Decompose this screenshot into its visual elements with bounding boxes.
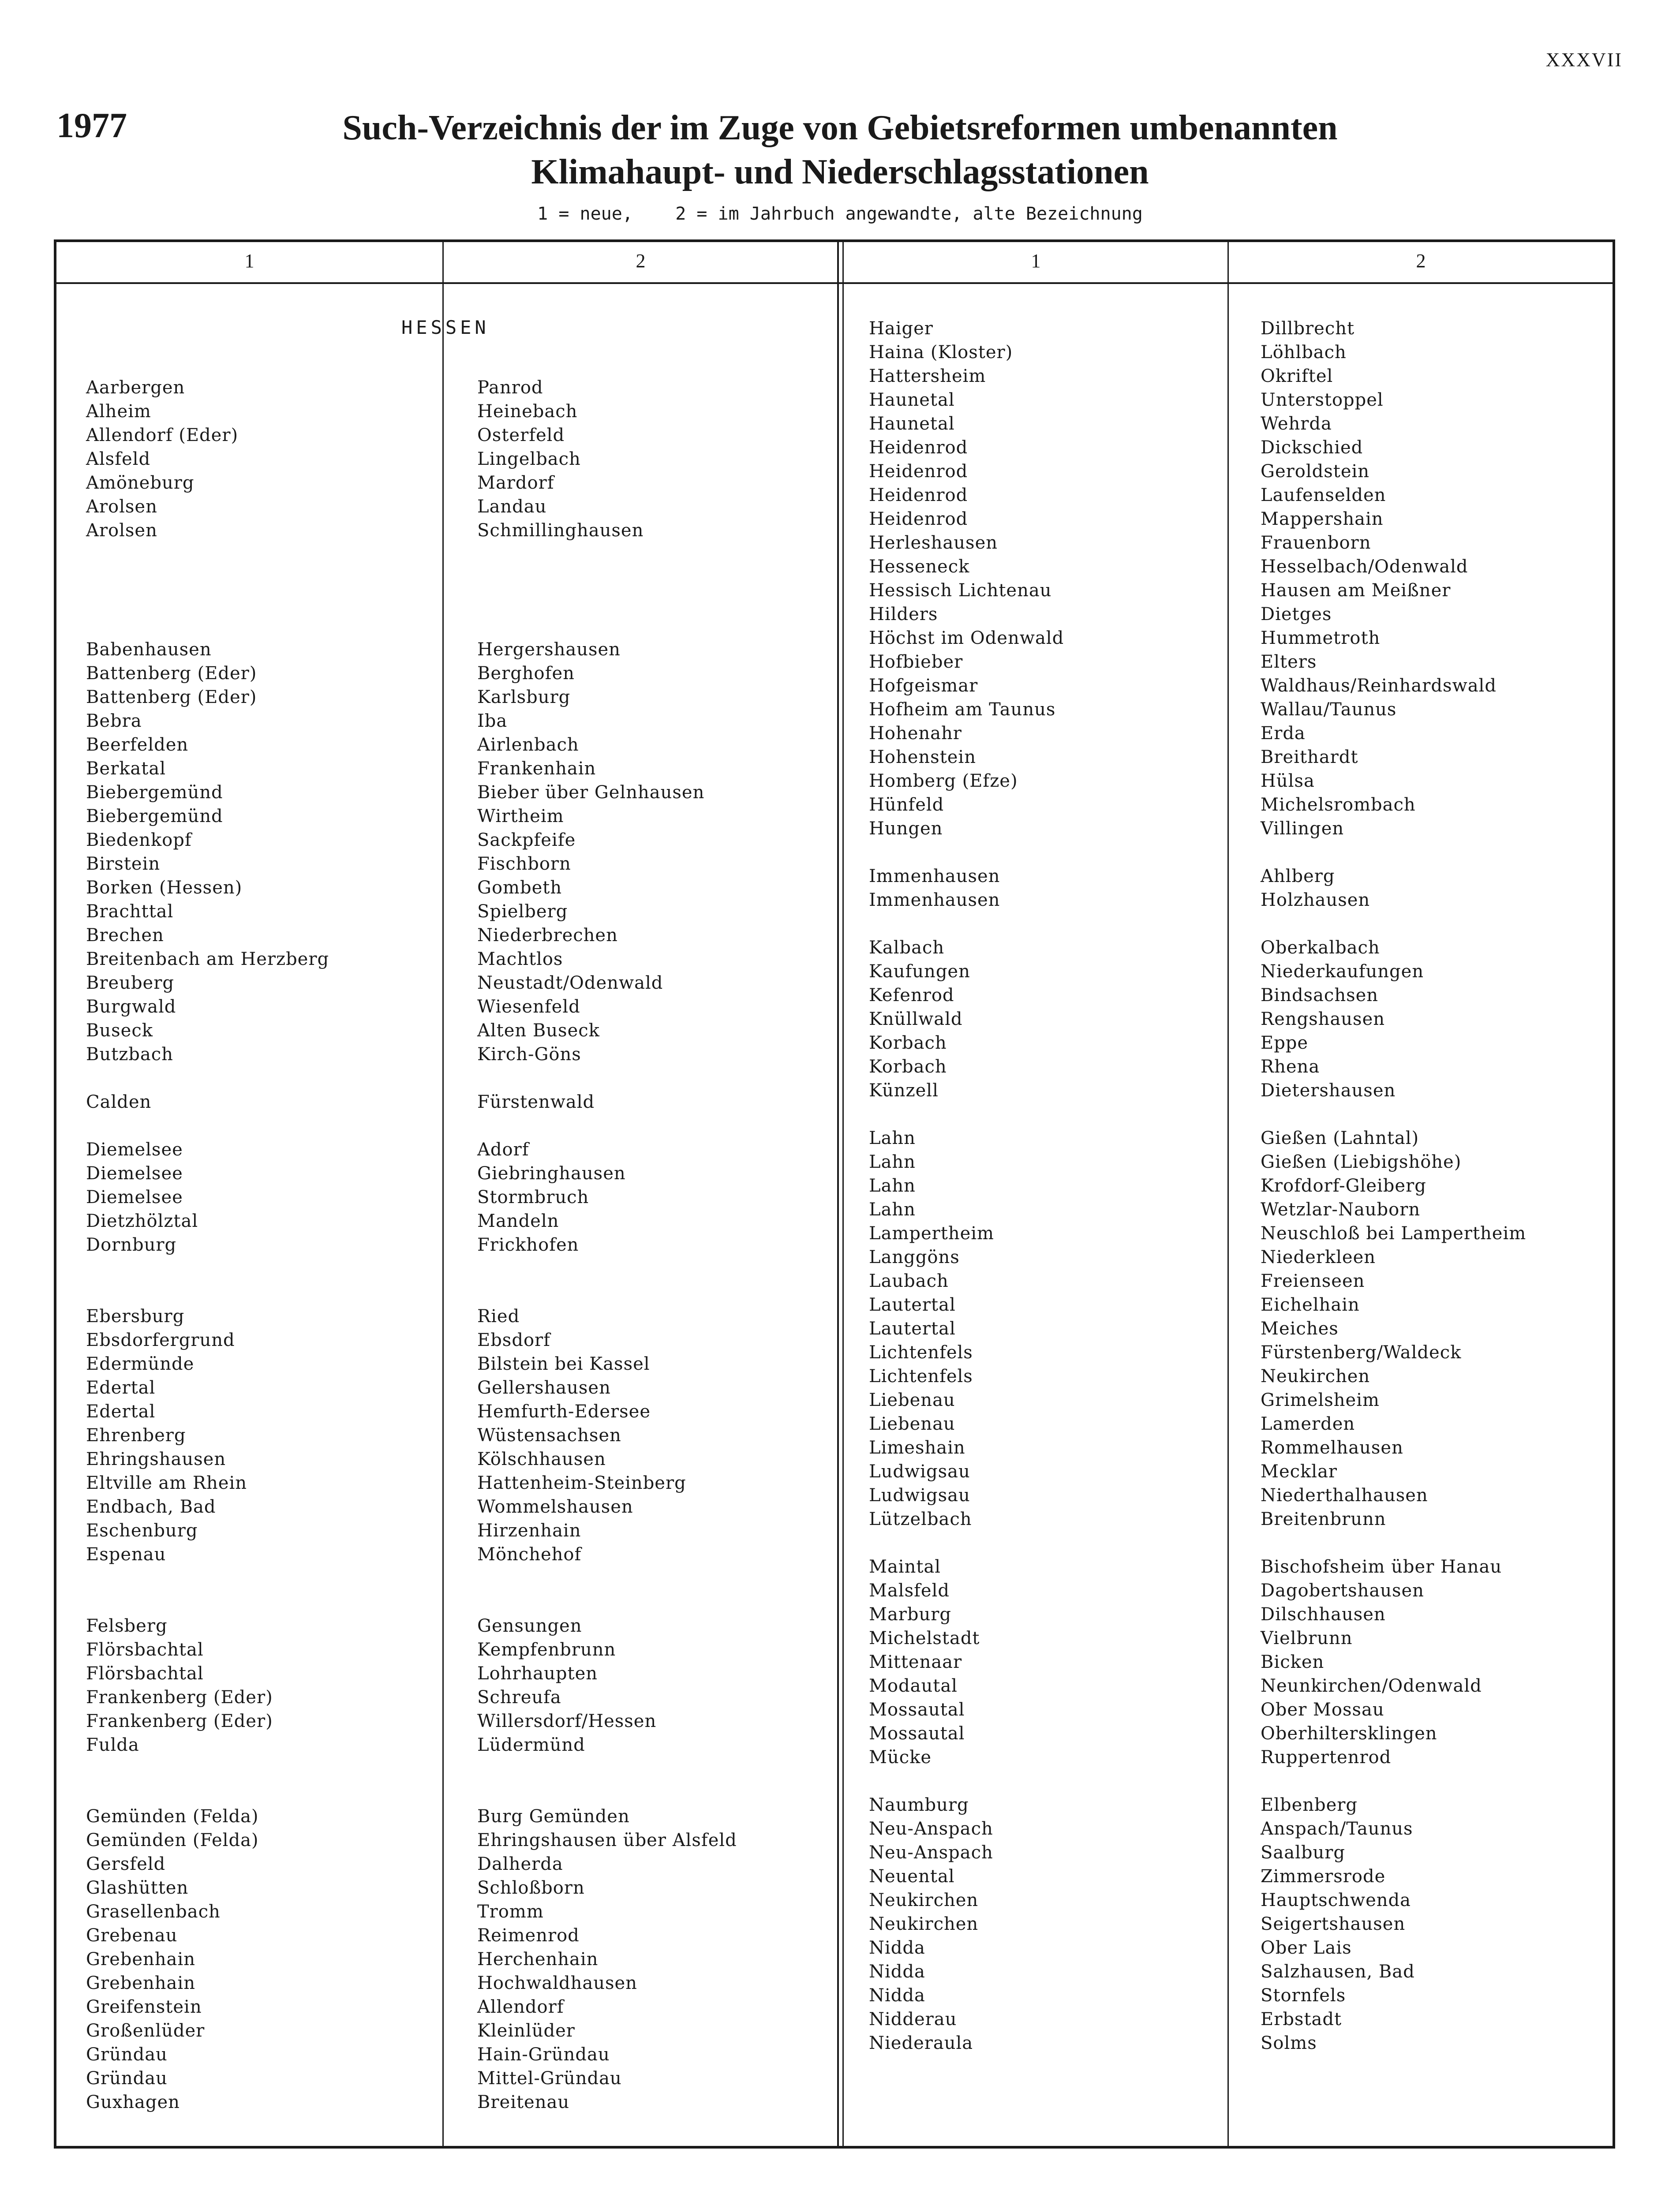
list-item: Fischborn bbox=[477, 854, 571, 874]
list-item: Grimelsheim bbox=[1261, 1390, 1380, 1410]
page-number: XXXVII bbox=[1545, 49, 1623, 71]
list-item: Hofheim am Taunus bbox=[869, 699, 1056, 720]
list-item: Biebergemünd bbox=[86, 806, 223, 826]
list-item: Arolsen bbox=[86, 520, 157, 541]
list-item: Dillbrecht bbox=[1261, 318, 1355, 339]
list-item: Haunetal bbox=[869, 390, 955, 410]
list-item: Gersfeld bbox=[86, 1854, 166, 1874]
list-item: Kaufungen bbox=[869, 961, 970, 982]
list-item: Iba bbox=[477, 711, 508, 731]
list-item: Mönchehof bbox=[477, 1544, 582, 1565]
list-item: Erbstadt bbox=[1261, 2009, 1342, 2029]
list-item: Neukirchen bbox=[1261, 1366, 1370, 1387]
list-item: Lichtenfels bbox=[869, 1342, 973, 1363]
list-item: Wommelshausen bbox=[477, 1497, 633, 1517]
list-item: Dietzhölztal bbox=[86, 1211, 198, 1231]
column-divider-center-2 bbox=[842, 239, 844, 2149]
list-item: Eichelhain bbox=[1261, 1295, 1360, 1315]
list-item: Frauenborn bbox=[1261, 533, 1371, 553]
list-item: Hungen bbox=[869, 818, 943, 839]
list-item: Heinebach bbox=[477, 401, 578, 422]
list-item: Laufenselden bbox=[1261, 485, 1386, 505]
list-item: Greifenstein bbox=[86, 1997, 202, 2017]
list-item: Landau bbox=[477, 497, 547, 517]
list-item: Berkatal bbox=[86, 759, 166, 779]
list-item: Kefenrod bbox=[869, 985, 954, 1005]
page-title bbox=[0, 106, 1680, 194]
list-item: Niederthalhausen bbox=[1261, 1485, 1428, 1506]
list-item: Spielberg bbox=[477, 901, 568, 922]
list-item: Zimmersrode bbox=[1261, 1866, 1386, 1887]
list-item: Künzell bbox=[869, 1080, 939, 1101]
list-item: Hünfeld bbox=[869, 795, 944, 815]
list-item: Lohrhaupten bbox=[477, 1663, 598, 1684]
list-item: Gellershausen bbox=[477, 1378, 611, 1398]
list-item: Schreufa bbox=[477, 1687, 561, 1708]
column-header-right-2: 2 bbox=[1416, 250, 1426, 272]
list-item: Neunkirchen/Odenwald bbox=[1261, 1676, 1482, 1696]
list-item: Edertal bbox=[86, 1401, 156, 1422]
list-item: Hergershausen bbox=[477, 639, 621, 660]
list-item: Lampertheim bbox=[869, 1223, 994, 1244]
list-item: Buseck bbox=[86, 1020, 153, 1041]
list-item: Malsfeld bbox=[869, 1581, 950, 1601]
list-item: Okriftel bbox=[1261, 366, 1333, 386]
list-item: Tromm bbox=[477, 1902, 544, 1922]
list-item: Gießen (Lahntal) bbox=[1261, 1128, 1419, 1148]
list-item: Guxhagen bbox=[86, 2092, 180, 2112]
list-item: Fürstenwald bbox=[477, 1092, 595, 1112]
list-item: Alten Buseck bbox=[477, 1020, 600, 1041]
list-item: Lingelbach bbox=[477, 449, 581, 469]
list-item: Hausen am Meißner bbox=[1261, 580, 1451, 601]
list-item: Naumburg bbox=[869, 1795, 969, 1815]
list-item: Battenberg (Eder) bbox=[86, 687, 257, 707]
list-item: Ebsdorfergrund bbox=[86, 1330, 235, 1350]
list-item: Niederaula bbox=[869, 2033, 973, 2053]
list-item: Breitenau bbox=[477, 2092, 570, 2112]
list-item: Solms bbox=[1261, 2033, 1317, 2053]
list-item: Neukirchen bbox=[869, 1890, 979, 1910]
list-item: Kalbach bbox=[869, 938, 945, 958]
list-item: Nidda bbox=[869, 1938, 925, 1958]
list-item: Biebergemünd bbox=[86, 782, 223, 803]
list-item: Berghofen bbox=[477, 663, 575, 684]
list-item: Eppe bbox=[1261, 1033, 1309, 1053]
list-item: Bebra bbox=[86, 711, 142, 731]
list-item: Mecklar bbox=[1261, 1461, 1338, 1482]
list-item: Niederkleen bbox=[1261, 1247, 1376, 1267]
year-label: 1977 bbox=[56, 106, 127, 145]
list-item: Grasellenbach bbox=[86, 1902, 221, 1922]
list-item: Hattenheim-Steinberg bbox=[477, 1473, 686, 1493]
list-item: Borken (Hessen) bbox=[86, 878, 243, 898]
list-item: Frankenberg (Eder) bbox=[86, 1687, 273, 1708]
list-item: Modautal bbox=[869, 1676, 958, 1696]
list-item: Ludwigsau bbox=[869, 1485, 970, 1506]
list-item: Lahn bbox=[869, 1200, 916, 1220]
list-item: Birstein bbox=[86, 854, 161, 874]
state-heading: HESSEN bbox=[401, 317, 490, 338]
column-header-left-2: 2 bbox=[636, 250, 646, 272]
list-item: Eschenburg bbox=[86, 1521, 198, 1541]
list-item: Grebenau bbox=[86, 1925, 178, 1946]
list-item: Immenhausen bbox=[869, 890, 1000, 910]
list-item: Panrod bbox=[477, 377, 543, 398]
list-item: Kirch-Göns bbox=[477, 1044, 581, 1065]
list-item: Wiesenfeld bbox=[477, 997, 580, 1017]
list-item: Heidenrod bbox=[869, 485, 968, 505]
list-item: Holzhausen bbox=[1261, 890, 1370, 910]
list-item: Korbach bbox=[869, 1057, 947, 1077]
list-item: Stornfels bbox=[1261, 1985, 1346, 2006]
list-item: Michelsrombach bbox=[1261, 795, 1416, 815]
column-divider-center bbox=[837, 239, 839, 2149]
list-item: Hesselbach/Odenwald bbox=[1261, 557, 1468, 577]
list-item: Bilstein bei Kassel bbox=[477, 1354, 650, 1374]
list-item: Mittel-Gründau bbox=[477, 2068, 622, 2089]
list-item: Neuschloß bei Lampertheim bbox=[1261, 1223, 1527, 1244]
list-item: Wallau/Taunus bbox=[1261, 699, 1397, 720]
list-item: Lautertal bbox=[869, 1319, 956, 1339]
list-item: Ehringshausen bbox=[86, 1449, 226, 1469]
column-header-right-1: 1 bbox=[1031, 250, 1041, 272]
list-item: Hohenstein bbox=[869, 747, 976, 767]
list-item: Lützelbach bbox=[869, 1509, 972, 1529]
title-line-2: Klimahaupt- und Niederschlagsstationen bbox=[531, 153, 1149, 191]
list-item: Elters bbox=[1261, 652, 1317, 672]
list-item: Ludwigsau bbox=[869, 1461, 970, 1482]
list-item: Meiches bbox=[1261, 1319, 1339, 1339]
column-divider-left bbox=[442, 239, 444, 2149]
list-item: Liebenau bbox=[869, 1414, 955, 1434]
list-item: Dornburg bbox=[86, 1235, 177, 1255]
list-item: Seigertshausen bbox=[1261, 1914, 1406, 1934]
list-item: Hemfurth-Edersee bbox=[477, 1401, 651, 1422]
list-item: Diemelsee bbox=[86, 1140, 183, 1160]
list-item: Brechen bbox=[86, 925, 164, 946]
list-item: Mossautal bbox=[869, 1700, 965, 1720]
list-item: Eltville am Rhein bbox=[86, 1473, 247, 1493]
list-item: Hessisch Lichtenau bbox=[869, 580, 1052, 601]
list-item: Ruppertenrod bbox=[1261, 1747, 1392, 1768]
list-item: Geroldstein bbox=[1261, 461, 1370, 482]
list-item: Bindsachsen bbox=[1261, 985, 1379, 1005]
list-item: Neuental bbox=[869, 1866, 955, 1887]
list-item: Nidda bbox=[869, 1962, 925, 1982]
list-item: Neukirchen bbox=[869, 1914, 979, 1934]
list-item: Dietershausen bbox=[1261, 1080, 1396, 1101]
list-item: Lahn bbox=[869, 1152, 916, 1172]
list-item: Breitenbrunn bbox=[1261, 1509, 1386, 1529]
list-item: Glashütten bbox=[86, 1878, 189, 1898]
list-item: Heidenrod bbox=[869, 461, 968, 482]
list-item: Ried bbox=[477, 1306, 520, 1327]
list-item: Butzbach bbox=[86, 1044, 173, 1065]
list-item: Amöneburg bbox=[86, 473, 195, 493]
list-item: Reimenrod bbox=[477, 1925, 580, 1946]
list-item: Salzhausen, Bad bbox=[1261, 1962, 1415, 1982]
title-line-1: Such-Verzeichnis der im Zuge von Gebietsreformen umbenannten bbox=[342, 108, 1338, 147]
list-item: Beerfelden bbox=[86, 735, 189, 755]
list-item: Laubach bbox=[869, 1271, 949, 1291]
list-item: Anspach/Taunus bbox=[1261, 1819, 1413, 1839]
list-item: Fulda bbox=[86, 1735, 139, 1755]
list-item: Brachttal bbox=[86, 901, 174, 922]
list-item: Lahn bbox=[869, 1128, 916, 1148]
list-item: Knüllwald bbox=[869, 1009, 963, 1029]
list-item: Bischofsheim über Hanau bbox=[1261, 1557, 1502, 1577]
list-item: Lahn bbox=[869, 1176, 916, 1196]
list-item: Bicken bbox=[1261, 1652, 1325, 1672]
list-item: Frankenberg (Eder) bbox=[86, 1711, 273, 1731]
list-item: Lichtenfels bbox=[869, 1366, 973, 1387]
list-item: Liebenau bbox=[869, 1390, 955, 1410]
list-item: Adorf bbox=[477, 1140, 529, 1160]
list-item: Alheim bbox=[86, 401, 151, 422]
list-item: Langgöns bbox=[869, 1247, 960, 1267]
list-item: Gensungen bbox=[477, 1616, 582, 1636]
list-item: Airlenbach bbox=[477, 735, 579, 755]
legend-subtitle: 1 = neue, 2 = im Jahrbuch angewandte, alte Bezeichnung bbox=[537, 204, 1143, 224]
list-item: Oberhiltersklingen bbox=[1261, 1723, 1437, 1744]
list-item: Elbenberg bbox=[1261, 1795, 1358, 1815]
list-item: Lautertal bbox=[869, 1295, 956, 1315]
list-item: Hülsa bbox=[1261, 771, 1315, 791]
list-item: Michelstadt bbox=[869, 1628, 980, 1648]
list-item: Gombeth bbox=[477, 878, 562, 898]
list-item: Dalherda bbox=[477, 1854, 563, 1874]
list-item: Edermünde bbox=[86, 1354, 195, 1374]
list-item: Dilschhausen bbox=[1261, 1604, 1386, 1625]
list-item: Hochwaldhausen bbox=[477, 1973, 637, 1993]
list-item: Nidderau bbox=[869, 2009, 957, 2029]
list-item: Willersdorf/Hessen bbox=[477, 1711, 657, 1731]
column-header-left-1: 1 bbox=[244, 250, 254, 272]
list-item: Hilders bbox=[869, 604, 938, 624]
list-item: Haunetal bbox=[869, 414, 955, 434]
list-item: Arolsen bbox=[86, 497, 157, 517]
list-item: Ebsdorf bbox=[477, 1330, 550, 1350]
list-item: Gründau bbox=[86, 2068, 168, 2089]
list-item: Hirzenhain bbox=[477, 1521, 581, 1541]
list-item: Großenlüder bbox=[86, 2021, 205, 2041]
list-item: Lüdermünd bbox=[477, 1735, 585, 1755]
list-item: Schmillinghausen bbox=[477, 520, 644, 541]
list-item: Heidenrod bbox=[869, 437, 968, 458]
list-item: Schloßborn bbox=[477, 1878, 585, 1898]
list-item: Mittenaar bbox=[869, 1652, 962, 1672]
list-item: Kempfenbrunn bbox=[477, 1640, 616, 1660]
list-item: Krofdorf-Gleiberg bbox=[1261, 1176, 1426, 1196]
list-item: Babenhausen bbox=[86, 639, 212, 660]
list-item: Biedenkopf bbox=[86, 830, 192, 850]
list-item: Stormbruch bbox=[477, 1187, 589, 1207]
list-item: Wirtheim bbox=[477, 806, 564, 826]
list-item: Vielbrunn bbox=[1261, 1628, 1353, 1648]
list-item: Espenau bbox=[86, 1544, 166, 1565]
list-item: Korbach bbox=[869, 1033, 947, 1053]
list-item: Burg Gemünden bbox=[477, 1806, 630, 1827]
list-item: Herleshausen bbox=[869, 533, 998, 553]
list-item: Rommelhausen bbox=[1261, 1438, 1403, 1458]
list-item: Sackpfeife bbox=[477, 830, 576, 850]
list-item: Endbach, Bad bbox=[86, 1497, 216, 1517]
list-item: Diemelsee bbox=[86, 1187, 183, 1207]
list-item: Lamerden bbox=[1261, 1414, 1355, 1434]
list-item: Waldhaus/Reinhardswald bbox=[1261, 676, 1497, 696]
list-item: Diemelsee bbox=[86, 1163, 183, 1184]
list-item: Giebringhausen bbox=[477, 1163, 626, 1184]
list-item: Oberkalbach bbox=[1261, 938, 1380, 958]
list-item: Hohenahr bbox=[869, 723, 962, 744]
list-item: Villingen bbox=[1261, 818, 1344, 839]
list-item: Nidda bbox=[869, 1985, 925, 2006]
list-item: Gemünden (Felda) bbox=[86, 1830, 259, 1850]
list-item: Limeshain bbox=[869, 1438, 965, 1458]
list-item: Rhena bbox=[1261, 1057, 1320, 1077]
list-item: Freienseen bbox=[1261, 1271, 1365, 1291]
list-item: Hattersheim bbox=[869, 366, 986, 386]
list-item: Mücke bbox=[869, 1747, 932, 1768]
list-item: Rengshausen bbox=[1261, 1009, 1385, 1029]
list-item: Herchenhain bbox=[477, 1949, 599, 1970]
list-item: Flörsbachtal bbox=[86, 1640, 204, 1660]
list-item: Gemünden (Felda) bbox=[86, 1806, 259, 1827]
list-item: Grebenhain bbox=[86, 1949, 195, 1970]
list-item: Haina (Kloster) bbox=[869, 342, 1013, 363]
list-item: Aarbergen bbox=[86, 377, 185, 398]
header-divider bbox=[54, 282, 1615, 284]
list-item: Edertal bbox=[86, 1378, 156, 1398]
list-item: Karlsburg bbox=[477, 687, 571, 707]
list-item: Ahlberg bbox=[1261, 866, 1335, 886]
list-item: Ehrenberg bbox=[86, 1425, 186, 1446]
list-item: Hofbieber bbox=[869, 652, 963, 672]
list-item: Gießen (Liebigshöhe) bbox=[1261, 1152, 1462, 1172]
list-item: Maintal bbox=[869, 1557, 941, 1577]
list-item: Mardorf bbox=[477, 473, 554, 493]
list-item: Saalburg bbox=[1261, 1842, 1345, 1863]
list-item: Wüstensachsen bbox=[477, 1425, 621, 1446]
list-item: Flörsbachtal bbox=[86, 1663, 204, 1684]
list-item: Wehrda bbox=[1261, 414, 1332, 434]
list-item: Mandeln bbox=[477, 1211, 559, 1231]
list-item: Höchst im Odenwald bbox=[869, 628, 1064, 648]
list-item: Marburg bbox=[869, 1604, 952, 1625]
list-item: Calden bbox=[86, 1092, 152, 1112]
list-item: Osterfeld bbox=[477, 425, 565, 445]
list-item: Mossautal bbox=[869, 1723, 965, 1744]
list-item: Wetzlar-Nauborn bbox=[1261, 1200, 1421, 1220]
list-item: Heidenrod bbox=[869, 509, 968, 529]
list-item: Frankenhain bbox=[477, 759, 596, 779]
list-item: Neustadt/Odenwald bbox=[477, 973, 663, 993]
list-item: Frickhofen bbox=[477, 1235, 579, 1255]
list-item: Hain-Gründau bbox=[477, 2044, 610, 2065]
list-item: Homberg (Efze) bbox=[869, 771, 1018, 791]
list-item: Breithardt bbox=[1261, 747, 1358, 767]
list-item: Ehringshausen über Alsfeld bbox=[477, 1830, 737, 1850]
list-item: Hesseneck bbox=[869, 557, 970, 577]
list-item: Immenhausen bbox=[869, 866, 1000, 886]
list-item: Hummetroth bbox=[1261, 628, 1381, 648]
list-item: Felsberg bbox=[86, 1616, 168, 1636]
list-item: Niederbrechen bbox=[477, 925, 618, 946]
list-item: Mappershain bbox=[1261, 509, 1384, 529]
list-item: Ebersburg bbox=[86, 1306, 185, 1327]
list-item: Battenberg (Eder) bbox=[86, 663, 257, 684]
list-item: Allendorf bbox=[477, 1997, 564, 2017]
list-item: Ober Lais bbox=[1261, 1938, 1352, 1958]
list-item: Breuberg bbox=[86, 973, 174, 993]
list-item: Dietges bbox=[1261, 604, 1332, 624]
list-item: Gründau bbox=[86, 2044, 168, 2065]
list-item: Allendorf (Eder) bbox=[86, 425, 239, 445]
list-item: Unterstoppel bbox=[1261, 390, 1384, 410]
list-item: Breitenbach am Herzberg bbox=[86, 949, 329, 969]
list-item: Hauptschwenda bbox=[1261, 1890, 1411, 1910]
column-divider-right bbox=[1227, 239, 1229, 2149]
list-item: Haiger bbox=[869, 318, 933, 339]
list-item: Erda bbox=[1261, 723, 1306, 744]
list-item: Machtlos bbox=[477, 949, 563, 969]
list-item: Burgwald bbox=[86, 997, 176, 1017]
list-item: Neu-Anspach bbox=[869, 1842, 993, 1863]
list-item: Kleinlüder bbox=[477, 2021, 575, 2041]
list-item: Niederkaufungen bbox=[1261, 961, 1424, 982]
list-item: Ober Mossau bbox=[1261, 1700, 1384, 1720]
list-item: Alsfeld bbox=[86, 449, 151, 469]
list-item: Kölschhausen bbox=[477, 1449, 606, 1469]
list-item: Grebenhain bbox=[86, 1973, 195, 1993]
list-item: Hofgeismar bbox=[869, 676, 978, 696]
list-item: Fürstenberg/Waldeck bbox=[1261, 1342, 1462, 1363]
list-item: Neu-Anspach bbox=[869, 1819, 993, 1839]
list-item: Dagobertshausen bbox=[1261, 1581, 1424, 1601]
list-item: Dickschied bbox=[1261, 437, 1363, 458]
list-item: Bieber über Gelnhausen bbox=[477, 782, 705, 803]
list-item: Löhlbach bbox=[1261, 342, 1347, 363]
